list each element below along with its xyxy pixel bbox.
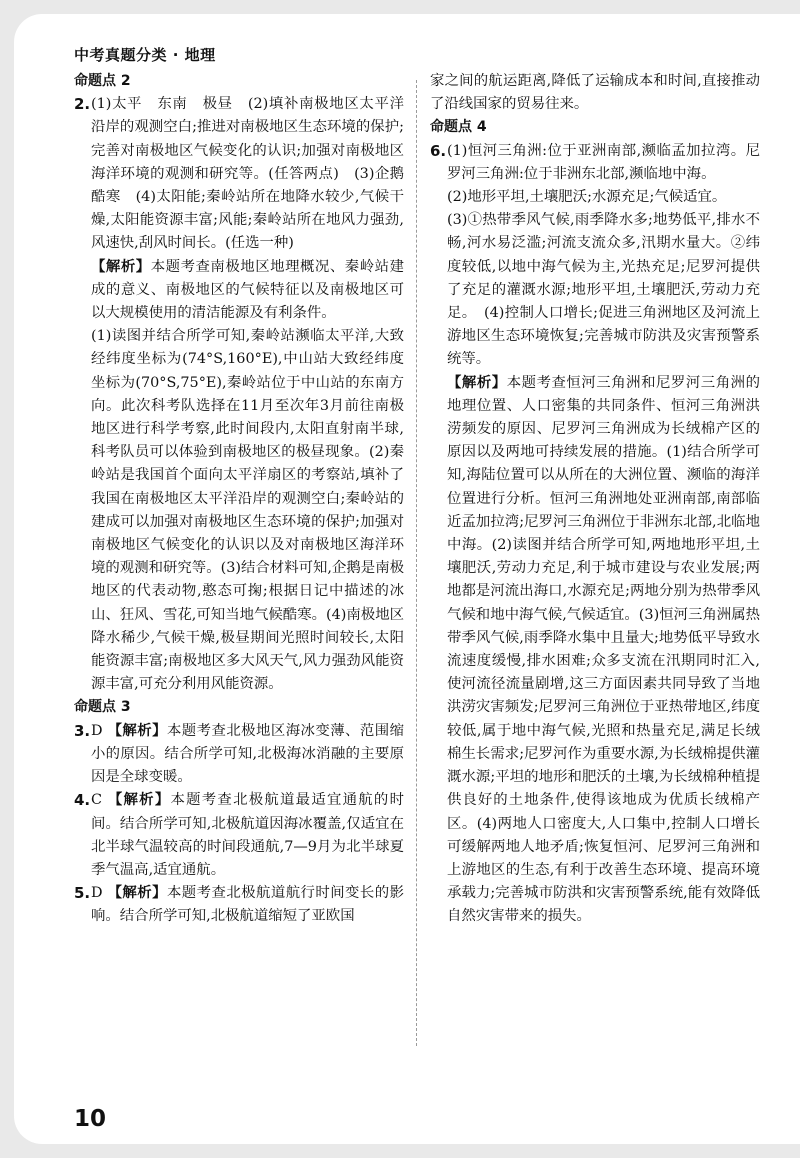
answer-text: (1)太平 东南 极昼 (2)填补南极地区太平洋沿岸的观测空白;推进对南极地区生态环境的保护;完善对南极地区气候变化的认识;加强对南极地区海洋环境的观测和研究等。(任答两点) (3)企鹅 酷寒 (4)太阳能;秦岭站所在地降水较少,气候干燥,太阳能资源丰富;风能;秦岭站所在地风力强劲,风速快,刮风时间长。(任选一种) (91, 96, 419, 252)
answer-line (91, 882, 404, 928)
answer-choice: D (91, 885, 103, 902)
question-body (91, 720, 404, 790)
topic-heading-4: 命题点 4 (430, 119, 487, 136)
question-body (447, 140, 760, 929)
question-body (91, 882, 404, 928)
question-number: 5. (74, 884, 91, 903)
header-title: 中考真题分类 · 地理 (74, 46, 216, 64)
answer-part-1: (1)恒河三角洲:位于亚洲南部,濒临孟加拉湾。尼罗河三角洲:位于非洲东北部,濒临地中海。 (447, 142, 760, 182)
analysis-body: (1)读图并结合所学可知,秦岭站濒临太平洋,大致经纬度坐标为(74°S,160°E),中山站大致经纬度坐标为(70°S,75°E),秦岭站位于中山站的东南方向。此次科考队选择在11月至次年3月前往南极地区进行科学考察,此时间段内,太阳直射南半球,科考队员可以体验到南极地区的极昼现象。(2)秦岭站是我国首个面向太平洋扇区的考察站,填补了我国在南极地区太平洋沿岸的观测空白;秦岭站的建成可以加强对南极地区生态环境的保护;加强对南极地区气候变化的认识以及对南极地区海洋环境的观测和研究等。(3)结合材料可知,企鹅是南极地区的代表动物,憨态可掬;根据日记中描述的冰山、狂风、雪花,可知当地气候酷寒。(4)南极地区降水稀少,气候干燥,极昼期间光照时间较长,太阳能资源丰富;南极地区多大风天气,风力强劲风能资源丰富,可充分利用风能资源。 (91, 328, 404, 693)
analysis-text: 本题考查北极地区海冰变薄、范围缩小的原因。结合所学可知,北极海冰消融的主要原因是全球变暖。 (91, 722, 404, 786)
analysis-label: 【解析】 (107, 885, 167, 902)
right-column (430, 70, 760, 929)
question-5-continued: 家之间的航运距离,降低了运输成本和时间,直接推动了沿线国家的贸易往来。 (430, 73, 760, 113)
question-number: 3. (74, 721, 91, 740)
answer-part-2: (2)地形平坦,土壤肥沃;水源充足;气候适宜。 (447, 189, 727, 206)
analysis-label: 【解析】 (107, 722, 167, 739)
question-5 (74, 882, 404, 928)
answer-line (91, 720, 404, 790)
answer-choice: D (91, 722, 103, 739)
answer-choice: C (91, 792, 103, 809)
question-3 (74, 720, 404, 790)
topic-heading-2: 命题点 2 (74, 73, 131, 89)
topic-heading-3: 命题点 3 (74, 699, 131, 716)
answer-line (91, 789, 404, 882)
question-body (91, 789, 404, 882)
question-2 (74, 93, 419, 696)
page-number: 10 (74, 1106, 107, 1132)
question-6 (430, 140, 760, 929)
question-number: 2. (74, 95, 91, 114)
analysis-text: 本题考查北极航道最适宜通航的时间。结合所学可知,北极航道因海冰覆盖,仅适宜在北半球气温较高的时间段通航,7—9月为北半球夏季气温高,适宜通航。 (91, 792, 404, 878)
analysis-text: 本题考查恒河三角洲和尼罗河三角洲的地理位置、人口密集的共同条件、恒河三角洲洪涝频发的原因、尼罗河三角洲成为长绒棉产区的原因以及两地可持续发展的措施。(1)结合所学可知,海陆位置可以从所在的大洲位置、濒临的海洋位置进行分析。恒河三角洲地处亚洲南部,南部临近孟加拉湾;尼罗河三角洲位于非洲东北部,北临地中海。(2)读图并结合所学可知,两地地形平坦,土壤肥沃,劳动力充足,利于城市建设与农业发展;两地都是河流出海口,水源充足;两地分别为热带季风气候和地中海气候,气候适宜。(3)恒河三角洲属热带季风气候,雨季降水集中且量大;地势低平导致水流速度缓慢,排水困难;众多支流在汛期同时汇入,使河流径流量剧增,这三方面因素共同导致了当地洪涝灾害频发;尼罗河三角洲位于亚热带地区,纬度较低,属于地中海气候,光照和热量充足,满足长绒棉生长需求;尼罗河作为重要水源,为长绒棉提供灌溉水源;平坦的地形和肥沃的土壤,为长绒棉种植提供良好的土地条件,使得该地成为优质长绒棉产区。(4)两地人口密度大,人口集中,控制人口增长可缓解两地人地矛盾;恢复恒河、尼罗河三角洲和上游地区的生态,有利于改善生态环境、提高环境承载力;完善城市防洪和灾害预警系统,能有效降低自然灾害带来的损失。 (447, 374, 760, 925)
analysis-label: 【解析】 (91, 258, 151, 275)
analysis-text: 本题考查北极航道航行时间变长的影响。结合所学可知,北极航道缩短了亚欧国 (91, 885, 404, 925)
left-column (74, 70, 419, 929)
analysis (447, 372, 760, 929)
analysis-label: 【解析】 (447, 374, 507, 391)
analysis-intro (91, 256, 404, 326)
analysis-intro-text: 本题考查南极地区地理概况、秦岭站建成的意义、南极地区的气候特征以及南极地区可以大规模使用的清洁能源及有利条件。 (91, 258, 404, 322)
column-divider (416, 80, 417, 1046)
analysis-label: 【解析】 (107, 792, 171, 809)
question-number: 6. (430, 141, 447, 160)
question-body (91, 93, 419, 696)
page (14, 14, 800, 1144)
answer-part-3: (3)①热带季风气候,雨季降水多;地势低平,排水不畅,河水易泛滥;河流支流众多,汛期水量大。②纬度较低,以地中海气候为主,光热充足;尼罗河提供了充足的灌溉水源;地形平坦,土壤肥沃,劳动力充足。 (4)控制人口增长;促进三角洲地区及河流上游地区生态环境恢复;完善城市防洪及灾害预警系统等。 (447, 212, 760, 368)
question-number: 4. (74, 791, 91, 810)
question-4 (74, 789, 404, 882)
